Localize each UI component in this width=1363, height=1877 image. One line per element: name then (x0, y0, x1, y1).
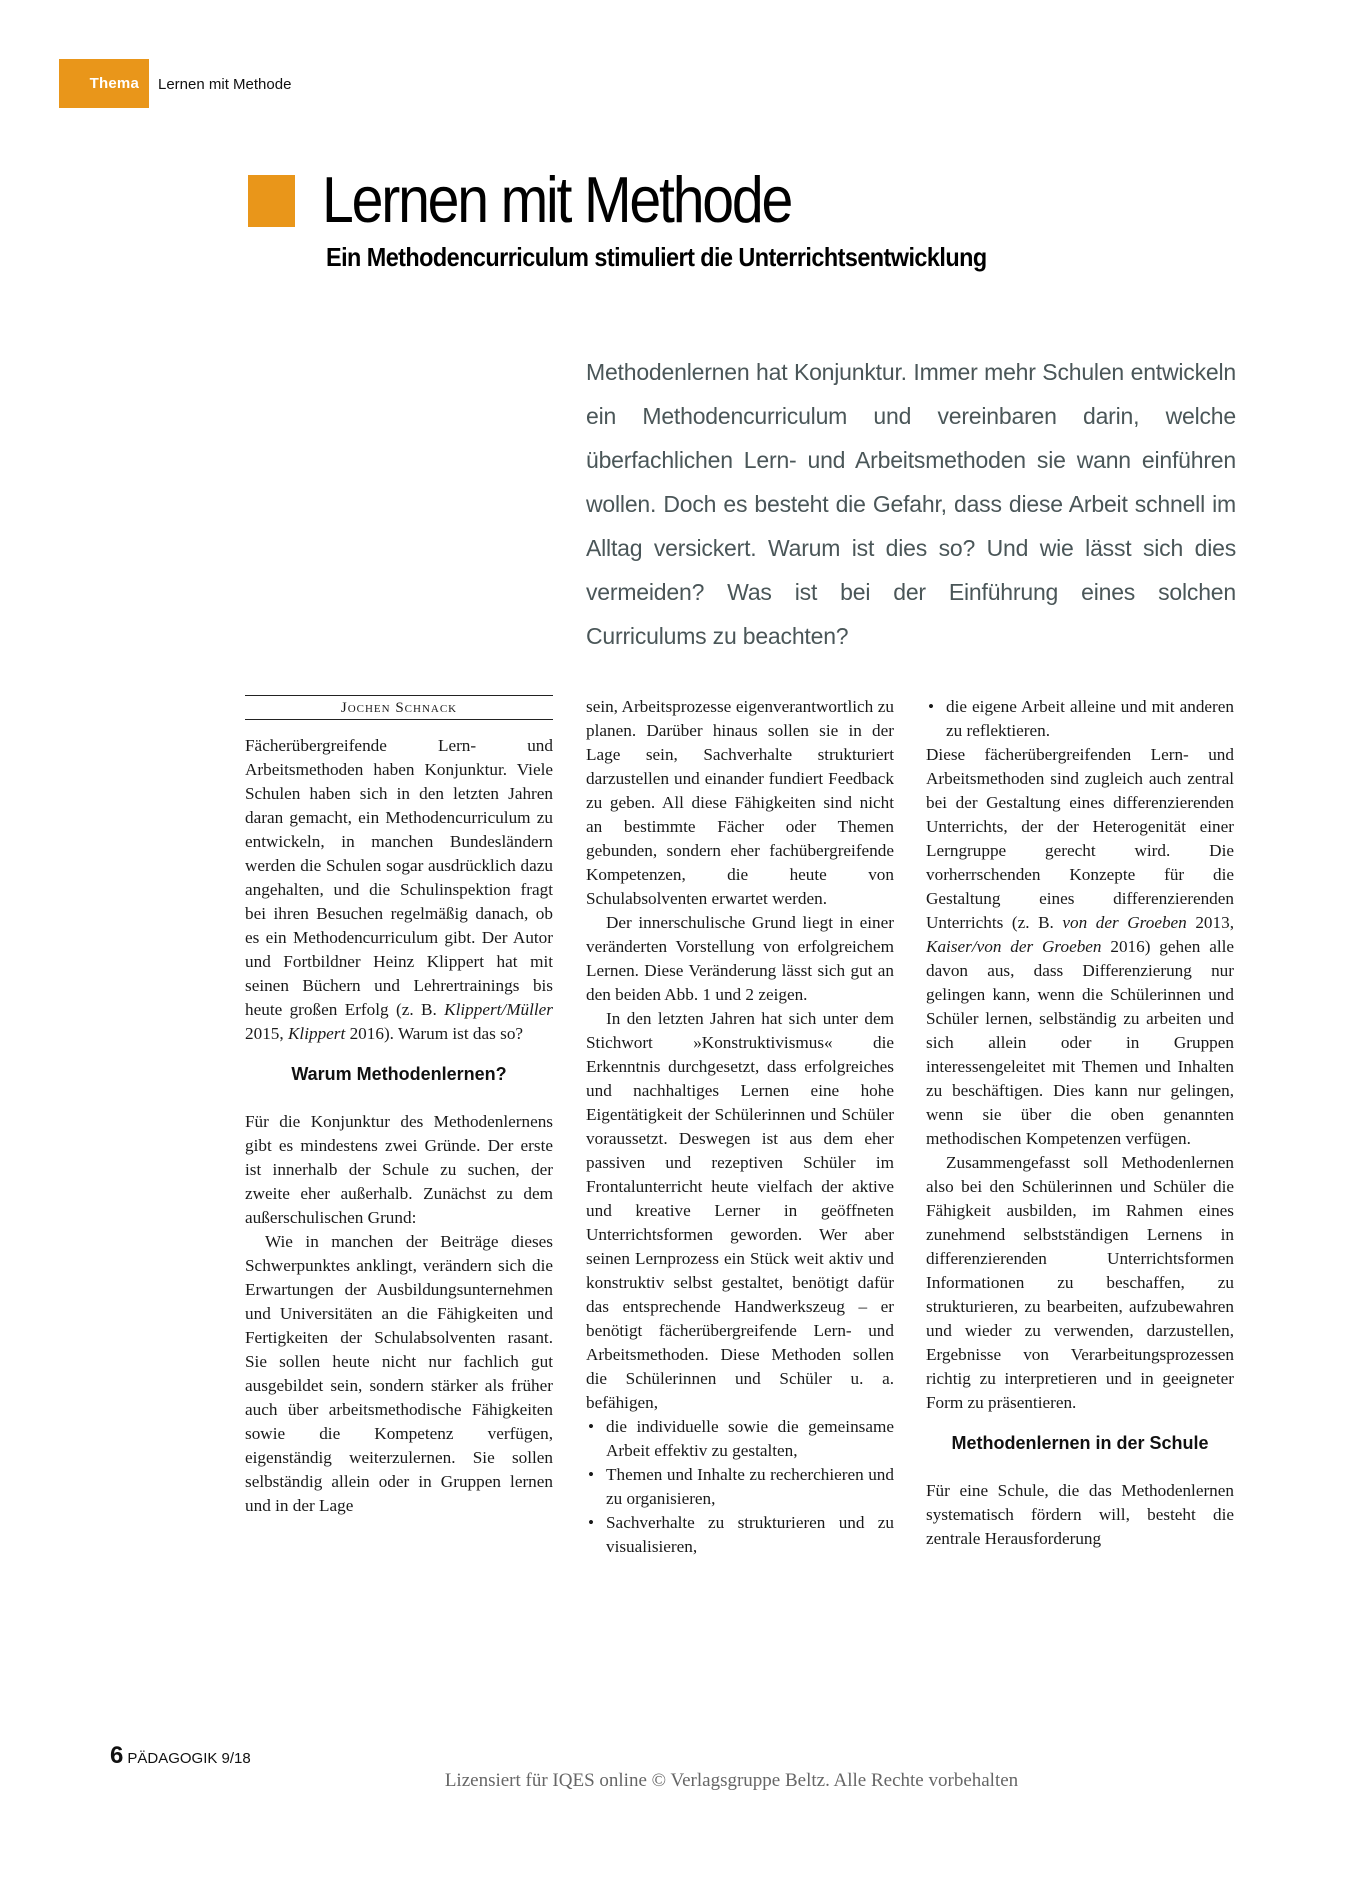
publication-name: PÄDAGOGIK 9/18 (127, 1750, 251, 1767)
citation: von der Groeben (1062, 913, 1187, 932)
paragraph: In den letzten Jahren hat sich unter dem Stichwort »Konstruktivismus« die Erkenntnis durchgesetzt, dass erfolgreiches und nachhaltiges Lernen eine hohe Eigentätigkeit der Schülerinnen und Schüler voraussetzt. Deswegen ist aus dem eher passiven und rezeptiven Schüler im Frontalunterricht heute vielfach der aktive und kreative Lerner in geöffneten Unterrichtsformen geworden. Wer aber seinen Lernprozess ein Stück weit aktiv und konstruktiv selbst gestaltet, benötigt dafür das entsprechende Handwerkszeug – er benötigt fächerübergreifende Lern- und Arbeitsmethoden. Diese Methoden sollen die Schülerinnen und Schüler u. a. befähigen, (586, 1009, 894, 1412)
page-footer (110, 1742, 251, 1770)
page-subtitle: Ein Methodencurriculum stimuliert die Unterrichtsentwicklung (326, 242, 987, 272)
section-tab (59, 59, 149, 108)
text-run: Diese fächerübergreifenden Lern- und Arbeitsmethoden sind zugleich auch zentral bei der Gestaltung eines differenzierenden Unterrichts, der der Heterogenität einer Lerngruppe gerecht wird. Die vorherrschenden Konzepte für die Gestaltung eines differenzierenden Unterrichts (z. B. (926, 745, 1234, 932)
citation: Kaiser/von der Groeben (926, 937, 1102, 956)
author-byline: Jochen Schnack (245, 695, 553, 720)
list-item: • die eigene Arbeit alleine und mit anderen zu reflektieren. (926, 695, 1234, 743)
text-run: 2016). Warum ist das so? (345, 1024, 524, 1043)
paragraph: Für die Konjunktur des Methodenlernens gibt es mindestens zwei Gründe. Der erste ist innerhalb der Schule zu suchen, der zweite eher außerhalb. Zunächst zu dem außerschulischen Grund: (245, 1112, 553, 1227)
paragraph (245, 734, 553, 1046)
lead-paragraph (586, 350, 1236, 658)
paragraph (926, 743, 1234, 1151)
citation: Klippert/Müller (444, 1000, 553, 1019)
license-notice: Lizensiert für IQES online © Verlagsgruppe Beltz. Alle Rechte vorbehalten (444, 1770, 1019, 1791)
paragraph: Zusammengefasst soll Methodenlernen also bei den Schülerinnen und Schüler die Fähigkeit ausbilden, im Rahmen eines zunehmend selbstständigen Lernens in differenzierenden Unterrichtsformen Informationen zu beschaffen, zu strukturieren, zu bearbeiten, aufzubewahren und wieder zu verwenden, darzustellen, Ergebnisse von Verarbeitungsprozessen richtig zu interpretieren und in geeigneter Form zu präsentieren. (926, 1153, 1234, 1412)
section-label: Thema (89, 75, 139, 92)
page-title: Lernen mit Methode (322, 163, 792, 236)
page-number: 6 (110, 1742, 124, 1769)
text-run: 2013, (1186, 913, 1235, 932)
list-item: • die individuelle sowie die gemeinsame Arbeit effektiv zu gestalten, (586, 1415, 894, 1463)
text-run: Fächerübergreifende Lern- und Arbeitsmethoden haben Konjunktur. Viele Schulen haben sich in den letzten Jahren daran gemacht, ein Methodencurriculum zu entwickeln, in manchen Bundesländern werden die Schulen sogar ausdrücklich dazu angehalten, und die Schulinspektion fragt bei ihren Besuchen regelmäßig danach, ob es ein Methodencurriculum gibt. Der Autor und Fortbildner Heinz Klippert hat mit seinen Büchern und Lehrertrainings bis heute großen Erfolg (z. B. (245, 736, 553, 1019)
text-column-3 (926, 695, 1234, 1551)
bullet-list (926, 695, 1234, 743)
paragraph: Der innerschulische Grund liegt in einer veränderten Vorstellung von erfolgreichem Lernen. Diese Veränderung lässt sich gut an den beiden Abb. 1 und 2 zeigen. (586, 913, 894, 1004)
paragraph: Wie in manchen der Beiträge dieses Schwerpunktes anklingt, verändern sich die Erwartungen der Ausbildungsunternehmen und Universitäten an die Fähigkeiten und Fertigkeiten der Schulabsolventen rasant. Sie sollen heute nicht nur fachlich gut ausgebildet sein, sondern stärker als früher auch über arbeitsmethodische Fähigkeiten sowie die Kompetenz verfügen, eigenständig weiterzulernen. Sie sollen selbständig allein oder in Gruppen lernen und in der Lage (245, 1232, 553, 1515)
running-header-topic: Lernen mit Methode (158, 76, 292, 93)
text-column-2 (586, 695, 894, 1559)
list-item: • Themen und Inhalte zu recherchieren und zu organisieren, (586, 1463, 894, 1511)
lead-text: Methodenlernen hat Konjunktur. Immer mehr Schulen entwickeln ein Methodencurriculum und vereinbaren darin, welche überfachlichen Lern- und Arbeitsmethoden sie wann einführen wollen. Doch es besteht die Gefahr, dass diese Arbeit schnell im Alltag versickert. Warum ist dies so? Und wie lässt sich dies vermeiden? Was ist bei der Einführung eines solchen Curriculums zu beachten? (586, 359, 1236, 649)
text-run: 2015, (245, 1024, 288, 1043)
citation: Klippert (287, 1024, 346, 1043)
text-column-1 (245, 695, 553, 1518)
section-heading: Warum Methodenlernen? (291, 1064, 507, 1084)
paragraph: sein, Arbeitsprozesse eigenverantwortlich zu planen. Darüber hinaus sollen sie in der Lage sein, Sachverhalte strukturiert darzustellen und einander fundiert Feedback zu geben. All diese Fähigkeiten sind nicht an bestimmte Fächer oder Themen gebunden, sondern eher fachübergreifende Kompetenzen, die heute von Schulabsolventen erwartet werden. (586, 697, 894, 908)
title-accent-square (248, 175, 295, 227)
list-item: • Sachverhalte zu strukturieren und zu visualisieren, (586, 1511, 894, 1559)
section-heading: Methodenlernen in der Schule (951, 1433, 1209, 1453)
text-run: 2016) gehen alle davon aus, dass Differenzierung nur gelingen kann, wenn die Schülerinnen und Schüler lernen, selbständig zu arbeiten und sich allein oder in Gruppen interessengeleitet mit Themen und Inhalten zu beschäftigen. Dies kann nur gelingen, wenn sie über die oben genannten methodischen Kompetenzen verfügen. (926, 937, 1234, 1148)
bullet-list (586, 1415, 894, 1559)
paragraph: Für eine Schule, die das Methodenlernen systematisch fördern will, besteht die zentrale Herausforderung (926, 1481, 1234, 1548)
